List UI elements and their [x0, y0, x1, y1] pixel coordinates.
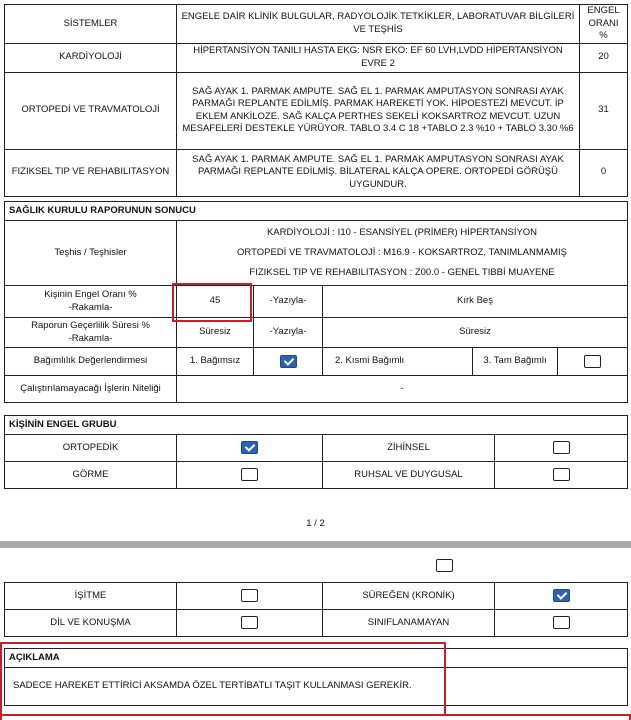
disability-rate-label: Kişinin Engel Oranı % -Rakamla- — [5, 286, 177, 318]
system-name: FIZIKSEL TIP VE REHABILITASYON — [5, 149, 177, 196]
page-divider — [0, 541, 631, 548]
disability-group-table — [4, 415, 628, 489]
checkbox-empty-icon[interactable] — [553, 441, 570, 454]
dependency-label: Bağımlılık Değerlendirmesi — [5, 348, 177, 376]
disability-rate-highlight — [172, 283, 252, 322]
checkbox-checked-icon[interactable] — [280, 355, 297, 368]
group-label: SÜREĞEN (KRONİK) — [323, 583, 495, 610]
system-rate: 31 — [580, 72, 628, 149]
disability-rate-written: Kırk Beş — [323, 286, 628, 318]
validity-label: Raporun Geçerlilik Süresi % -Rakamla- — [5, 318, 177, 348]
checkbox-empty-icon[interactable] — [553, 468, 570, 481]
table-row — [5, 149, 628, 196]
group-vision-checkbox[interactable] — [177, 462, 323, 489]
diagnosis-label: Teşhis / Teşhisler — [5, 221, 177, 286]
validity-value: Süresiz — [177, 318, 254, 348]
dependency-independent-checkbox[interactable] — [254, 348, 323, 376]
system-findings: SAĞ AYAK 1. PARMAK AMPUTE. SAĞ EL 1. PARMAK AMPUTASYON SONRASI AYAK PARMAĞI REPLANTE EDİLMİŞ. PARMAK HAREKETİ YOK. HİPOESTEZİ MEVCUT. İP EKLEM ANKİLOZE. SAĞ KALÇA PERTHES SEKELİ KOKSARTROZ MEVCUT. UZUN MESAFELERİ DESTEKLE YÜRÜYOR. TABLO 3.4 C 18 +TABLO 2.3 %10 + TABLO 3.30 %6 — [177, 72, 580, 149]
lower-highlight-edge — [0, 714, 631, 720]
group-unclassified-checkbox[interactable] — [495, 610, 628, 637]
header-findings: ENGELE DAİR KLİNİK BULGULAR, RADYOLOJİK TETKİKLER, LABORATUVAR BİLGİLERİ VE TEŞHİS — [177, 5, 580, 44]
dependency-full-checkbox[interactable] — [558, 348, 628, 376]
system-rate: 20 — [580, 43, 628, 72]
header-systems: SİSTEMLER — [5, 5, 177, 44]
dependency-partial-checkbox[interactable] — [436, 559, 453, 572]
explanation-highlight — [0, 642, 446, 716]
explanation-text: SADECE HAREKET ETTİRİCİ AKSAMDA ÖZEL TERTİBATLI TAŞIT KULLANMASI GEREKİR. — [5, 668, 628, 706]
dependency-option-label: 2. Kısmi Bağımlı — [323, 348, 473, 376]
disability-group-table-continued — [4, 582, 628, 637]
system-findings: HİPERTANSİYON TANILI HASTA EKG: NSR EKO: EF 60 LVH,LVDD HİPERTANSİYON EVRE 2 — [177, 43, 580, 72]
table-row — [5, 43, 628, 72]
group-label: ORTOPEDİK — [5, 435, 177, 462]
group-label: ZİHİNSEL — [323, 435, 495, 462]
diagnosis-item: FIZIKSEL TIP VE REHABILITASYON : Z00.0 - GENEL TIBBİ MUAYENE — [249, 267, 555, 278]
group-orthopedic-checkbox[interactable] — [177, 435, 323, 462]
group-hearing-checkbox[interactable] — [177, 583, 323, 610]
group-chronic-checkbox[interactable] — [495, 583, 628, 610]
checkbox-checked-icon[interactable] — [553, 589, 570, 602]
group-label: İŞİTME — [5, 583, 177, 610]
checkbox-checked-icon[interactable] — [241, 441, 258, 454]
system-findings: SAĞ AYAK 1. PARMAK AMPUTE. SAĞ EL 1. PARMAK AMPUTASYON SONRASI AYAK PARMAĞI REPLANTE EDİLMİŞ. BİLATERAL KALÇA OPERE. ORTOPEDİ GÖRÜŞÜ UYGUNDUR. — [177, 149, 580, 196]
checkbox-empty-icon[interactable] — [241, 468, 258, 481]
table-row — [5, 462, 628, 489]
system-rate: 0 — [580, 149, 628, 196]
checkbox-empty-icon[interactable] — [584, 355, 601, 368]
system-name: ORTOPEDİ VE TRAVMATOLOJİ — [5, 72, 177, 149]
written-label: -Yazıyla- — [254, 286, 323, 318]
checkbox-empty-icon[interactable] — [553, 616, 570, 629]
diagnosis-item: ORTOPEDİ VE TRAVMATOLOJİ : M16.9 - KOKSARTROZ, TANIMLANMAMIŞ — [237, 247, 567, 258]
checkbox-empty-icon[interactable] — [241, 616, 258, 629]
table-row — [5, 435, 628, 462]
group-label: GÖRME — [5, 462, 177, 489]
system-name: KARDİYOLOJİ — [5, 43, 177, 72]
group-label: SINIFLANAMAYAN — [323, 610, 495, 637]
validity-written-label: -Yazıyla- — [254, 318, 323, 348]
report-result-table — [4, 201, 628, 403]
cannot-work-value: - — [177, 376, 628, 403]
group-mental-checkbox[interactable] — [495, 435, 628, 462]
group-speech-checkbox[interactable] — [177, 610, 323, 637]
validity-written: Süresiz — [323, 318, 628, 348]
dependency-option-label: 3. Tam Bağımlı — [473, 348, 558, 376]
group-label: RUHSAL VE DUYGUSAL — [323, 462, 495, 489]
systems-table — [4, 4, 628, 197]
table-row — [5, 610, 628, 637]
group-psych-checkbox[interactable] — [495, 462, 628, 489]
page-number: 1 / 2 — [306, 518, 325, 529]
disability-group-title: KİŞİNİN ENGEL GRUBU — [5, 416, 628, 435]
table-row — [5, 72, 628, 149]
checkbox-empty-icon[interactable] — [241, 589, 258, 602]
report-result-title: SAĞLIK KURULU RAPORUNUN SONUCU — [5, 202, 628, 221]
cannot-work-label: Çalıştırılamayacağı İşlerin Niteliği — [5, 376, 177, 403]
table-row — [5, 583, 628, 610]
explanation-title: AÇIKLAMA — [5, 649, 628, 668]
header-rate: ENGEL ORANI % — [580, 5, 628, 44]
dependency-option-label: 1. Bağımsız — [177, 348, 254, 376]
group-label: DİL VE KONUŞMA — [5, 610, 177, 637]
diagnosis-item: KARDİYOLOJİ : I10 - ESANSİYEL (PRİMER) HİPERTANSİYON — [266, 227, 538, 238]
disability-rate-value: 45 — [177, 286, 254, 318]
diagnoses-list — [177, 221, 628, 286]
